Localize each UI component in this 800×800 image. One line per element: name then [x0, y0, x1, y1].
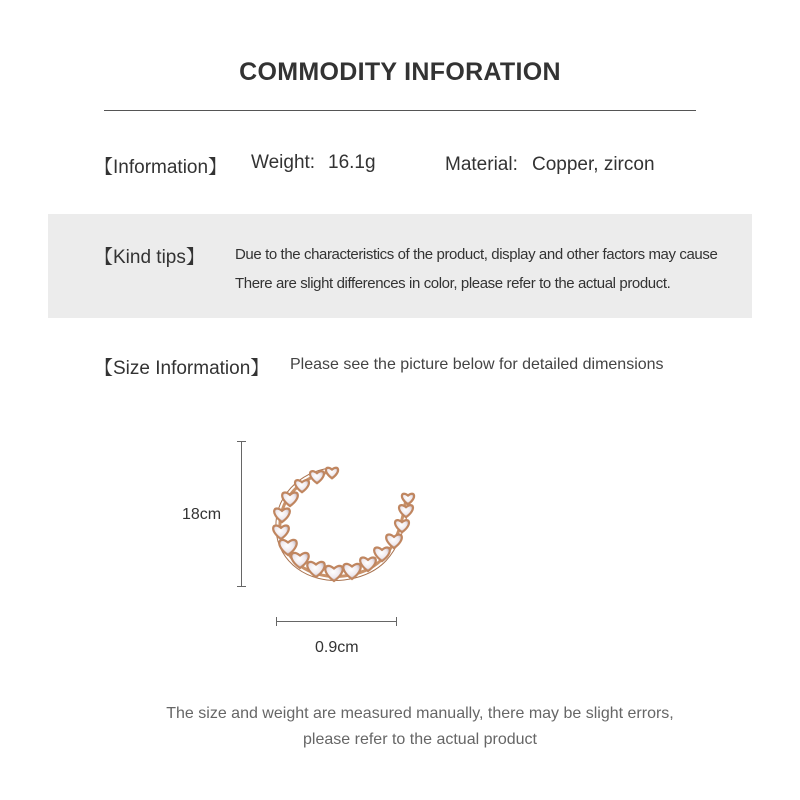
- zircon-heart-link-3: [295, 480, 309, 492]
- zircon-heart-link-16: [399, 505, 413, 517]
- footer-note-line-1: The size and weight are measured manually, there may be slight errors,: [166, 705, 674, 722]
- weight-value: 16.1g: [328, 152, 376, 173]
- zircon-heart-link-15: [395, 520, 409, 532]
- size-information-label: 【Size Information】: [94, 358, 270, 379]
- width-dimension-line: [276, 621, 397, 622]
- width-dimension-label: 0.9cm: [315, 639, 359, 656]
- information-row: [94, 152, 744, 182]
- heart-zircon-bracelet-icon: [262, 458, 432, 598]
- kind-tips-line-2: There are slight differences in color, please refer to the actual product.: [235, 275, 671, 292]
- height-dimension-cap-bottom: [237, 586, 246, 587]
- weight-label: Weight:: [251, 152, 316, 173]
- zircon-heart-link-1: [326, 468, 338, 479]
- kind-tips-line-1: Due to the characteristics of the product, display and other factors may cause: [235, 246, 718, 263]
- material-value: Copper, zircon: [532, 154, 655, 175]
- zircon-heart-link-14: [386, 534, 402, 548]
- zircon-heart-link-10: [325, 566, 342, 581]
- zircon-heart-link-6: [273, 525, 289, 539]
- size-information-note: Please see the picture below for detailed dimensions: [290, 356, 664, 373]
- title-divider: [104, 110, 696, 111]
- height-dimension-line: [241, 441, 242, 587]
- kind-tips-label: 【Kind tips】: [94, 247, 205, 268]
- height-dimension-cap-top: [237, 441, 246, 442]
- zircon-heart-link-12: [360, 557, 376, 571]
- height-dimension-label: 18cm: [182, 506, 222, 523]
- width-dimension-cap-right: [396, 617, 397, 626]
- footer-note-line-2: please refer to the actual product: [303, 731, 537, 748]
- material-label: Material:: [445, 154, 518, 175]
- width-dimension-cap-left: [276, 617, 277, 626]
- information-label: 【Information】: [94, 157, 228, 178]
- page-title: COMMODITY INFORATION: [239, 58, 561, 86]
- zircon-heart-link-17: [402, 494, 414, 505]
- zircon-heart-link-2: [310, 471, 324, 483]
